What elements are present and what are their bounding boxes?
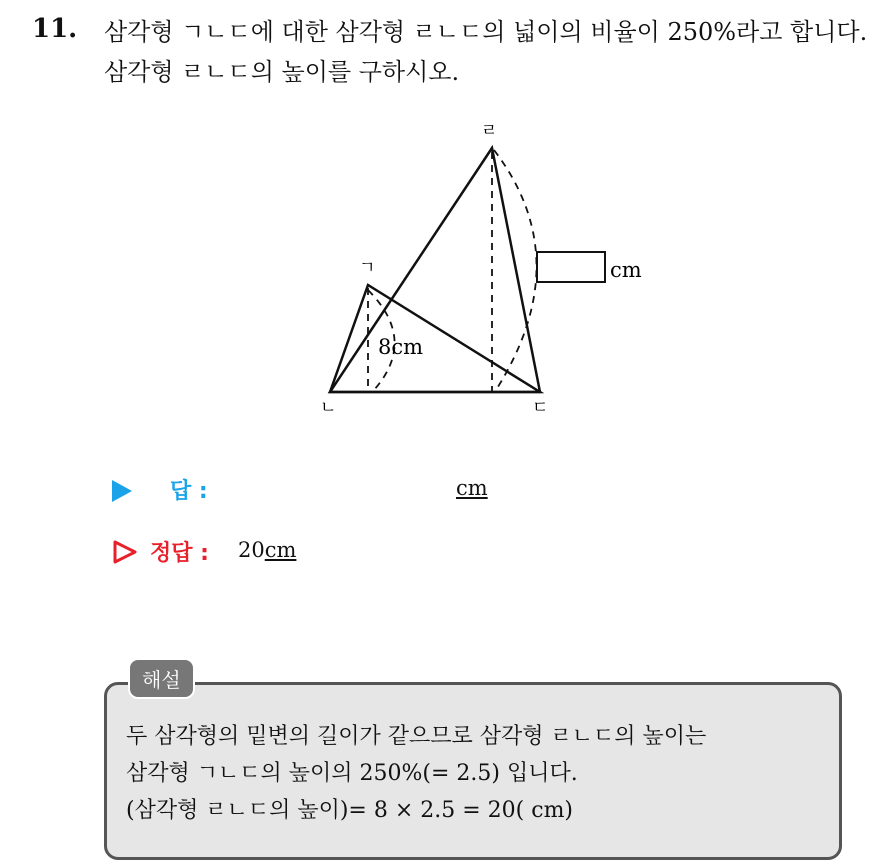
solution-row bbox=[112, 536, 712, 568]
answer-label: 답 : bbox=[170, 479, 208, 504]
vertex-label-d: ㄷ bbox=[532, 398, 549, 418]
vertex-label-g: ㄱ bbox=[359, 258, 376, 278]
explanation-line: 삼각형 ㄱㄴㄷ의 높이의 250%(= 2.5) 입니다. bbox=[126, 761, 578, 786]
question-number: 11. bbox=[32, 14, 78, 44]
solution-answer bbox=[238, 538, 296, 562]
height-label: 8cm bbox=[378, 335, 424, 359]
answer-blank-unit: cm bbox=[610, 258, 642, 282]
solution-value: 20 bbox=[238, 538, 265, 562]
vertex-label-n: ㄴ bbox=[320, 398, 337, 418]
answer-row bbox=[112, 474, 712, 506]
play-triangle-icon bbox=[112, 480, 132, 502]
explanation-line: 두 삼각형의 밑변의 길이가 같으므로 삼각형 ㄹㄴㄷ의 높이는 bbox=[126, 724, 707, 749]
answer-unit: cm bbox=[456, 476, 488, 500]
explanation-lines bbox=[126, 718, 836, 829]
triangle-figure bbox=[300, 110, 660, 420]
solution-unit: cm bbox=[264, 538, 297, 562]
explanation-line: (삼각형 ㄹㄴㄷ의 높이)= 8 × 2.5 = 20( cm) bbox=[126, 798, 574, 823]
explanation-tag: 해설 bbox=[128, 658, 195, 699]
question-text: 삼각형 ㄱㄴㄷ에 대한 삼각형 ㄹㄴㄷ의 넓이의 비율이 250%라고 합니다. 삼각형 ㄹㄴㄷ의 높이를 구하시오. bbox=[104, 18, 868, 86]
triangle-gnd bbox=[330, 285, 540, 392]
outline-triangle-icon bbox=[112, 539, 138, 565]
vertex-label-r: ㄹ bbox=[481, 121, 498, 141]
solution-label: 정답 : bbox=[150, 541, 209, 566]
answer-blank-box bbox=[537, 252, 605, 282]
